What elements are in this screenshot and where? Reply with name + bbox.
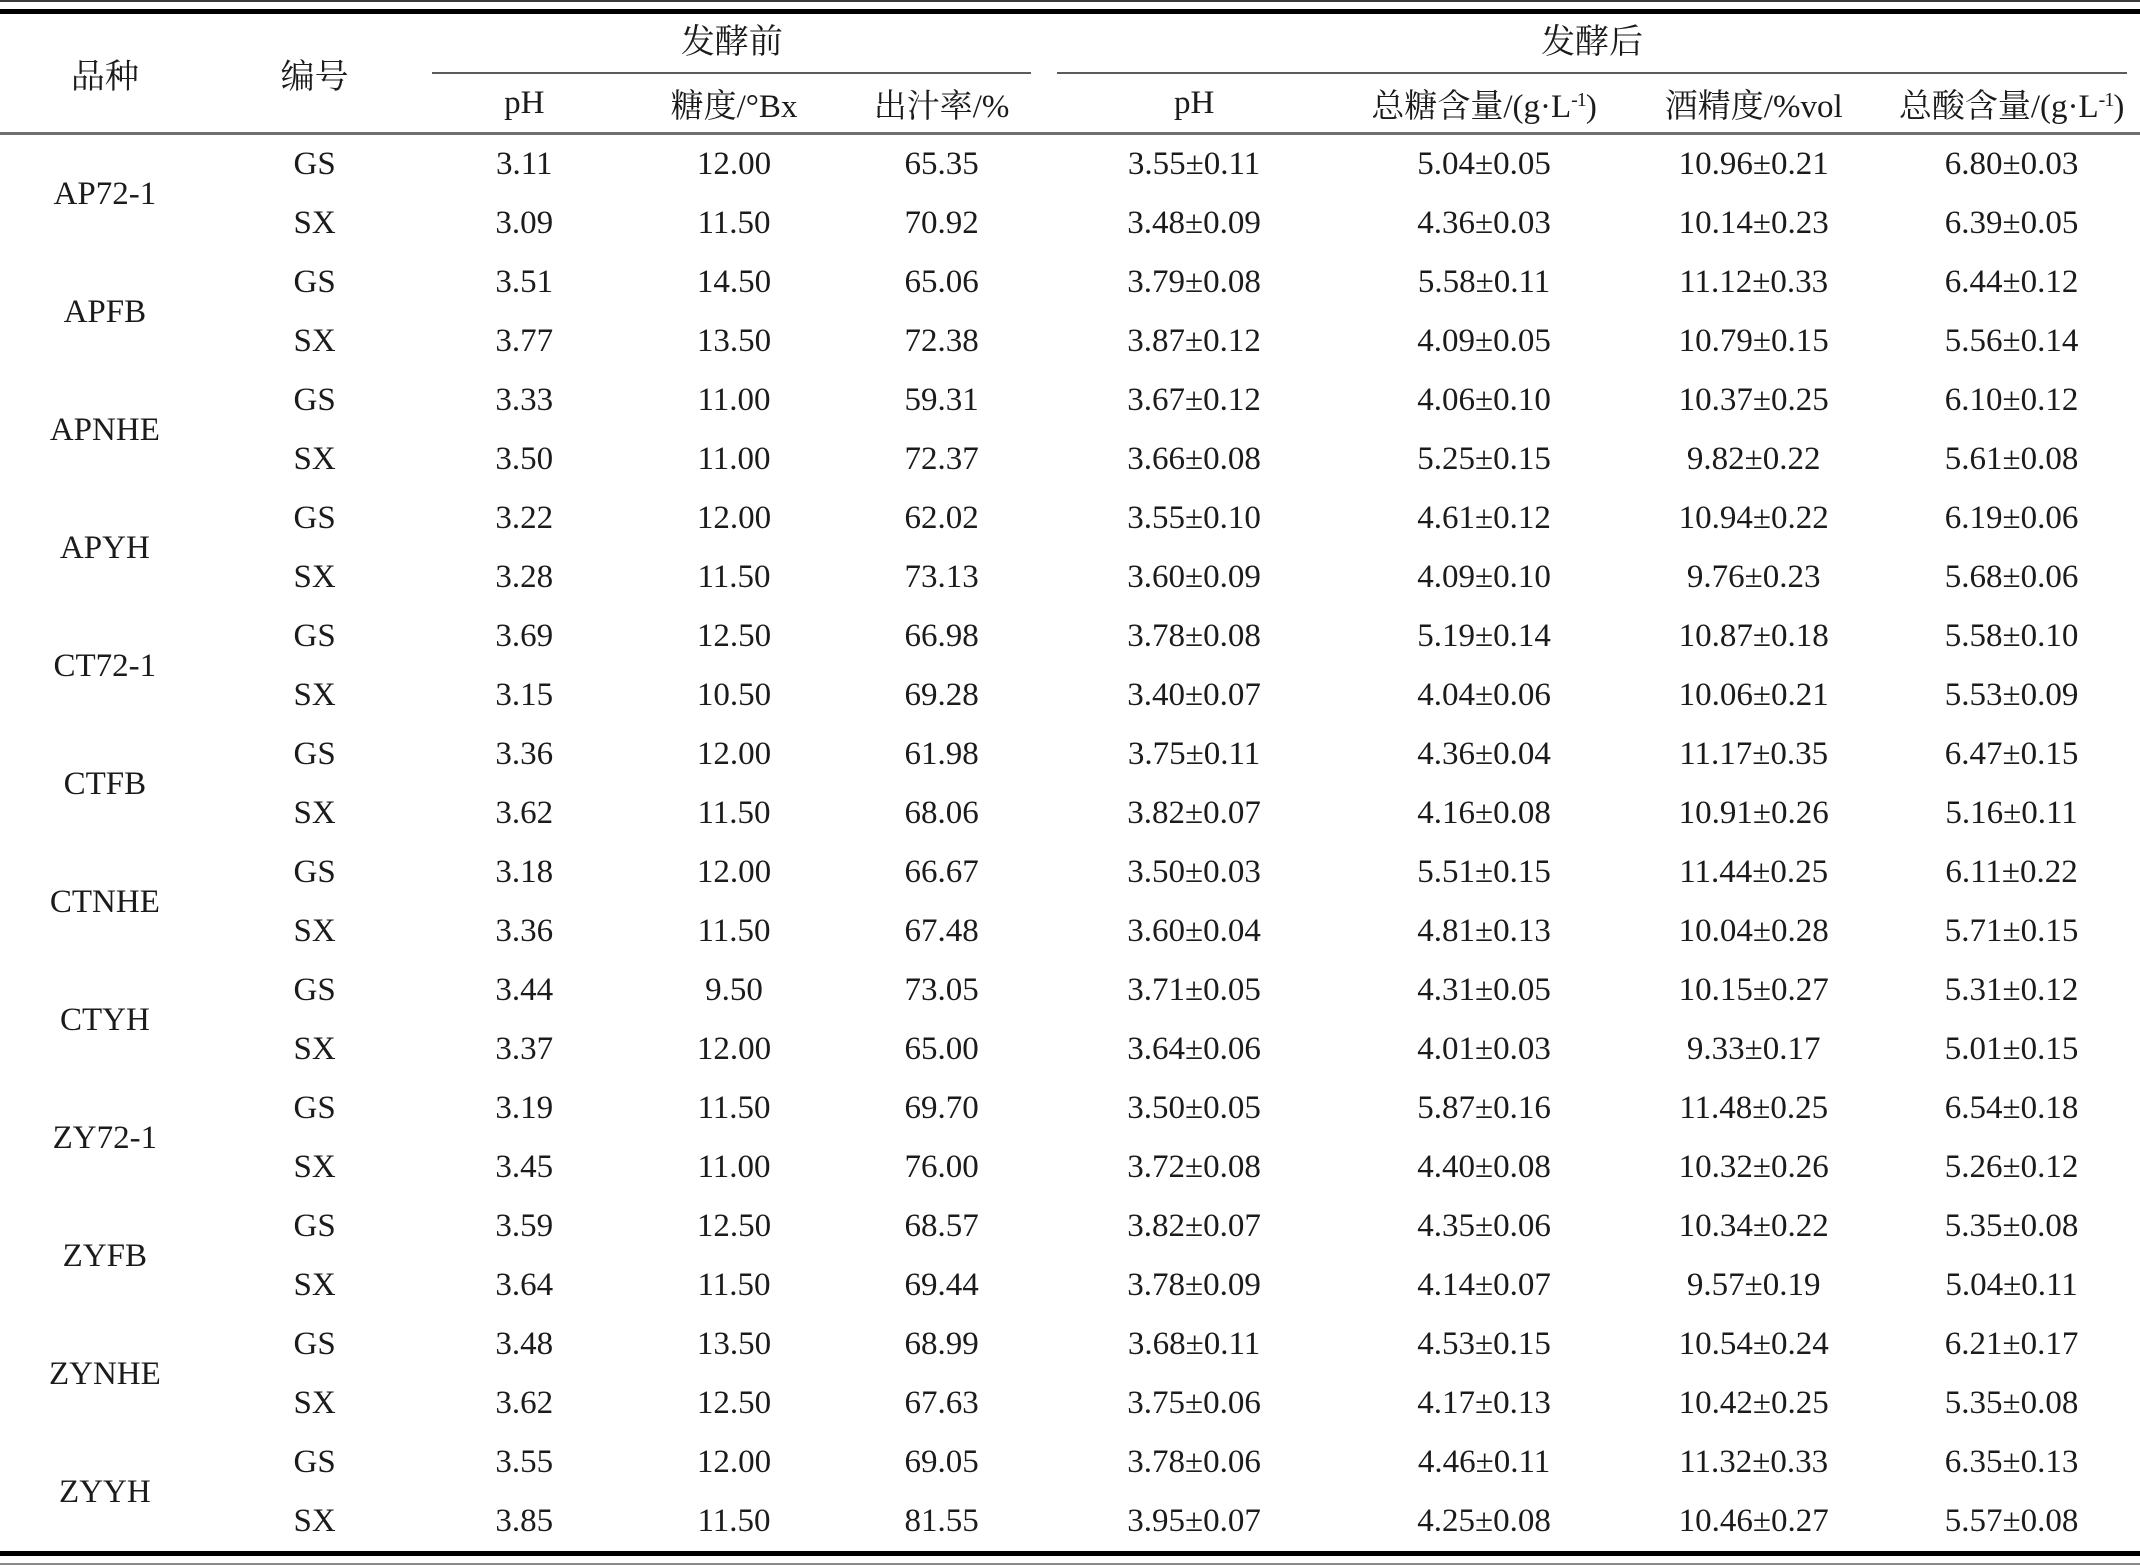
pre-juice-yield-cell: 70.92 [904,205,979,241]
pre-ph-cell: 3.55 [495,1444,554,1480]
post-total-acid-cell: 5.68±0.06 [1944,559,2079,595]
pre-ph-cell: 3.77 [495,323,554,359]
pre-brix-cell: 9.50 [705,972,763,1008]
pre-ph-cell: 3.37 [495,1031,554,1067]
pre-juice-yield-cell: 81.55 [904,1503,979,1539]
pre-brix-cell: 12.00 [696,146,772,182]
table-row [0,666,2140,725]
pre-juice-yield-cell: 69.44 [904,1267,979,1303]
post-total-sugar-cell: 4.09±0.05 [1417,323,1551,359]
post-total-sugar-cell: 4.25±0.08 [1417,1503,1551,1539]
post-total-acid-cell: 5.57±0.08 [1944,1503,2079,1539]
pre-brix-cell: 12.50 [696,1208,772,1244]
variety-column-header [0,12,210,134]
post-alcohol-cell: 10.37±0.25 [1678,382,1829,418]
pre-juice-yield-cell: 66.67 [904,854,979,890]
post-total-sugar-cell: 4.53±0.15 [1417,1326,1551,1362]
pre-brix-cell: 11.50 [697,913,771,949]
table-row [0,253,2140,312]
post-total-acid-cell: 6.44±0.12 [1944,264,2079,300]
table-row [0,430,2140,489]
pre-ph-cell: 3.36 [495,913,554,949]
pre-juice-yield-cell: 69.05 [904,1444,979,1480]
table-row [0,902,2140,961]
post-alcohol-cell: 10.14±0.23 [1678,205,1829,241]
post-total-acid-cell: 5.31±0.12 [1944,972,2079,1008]
code-cell: GS [293,1208,336,1244]
variety-cell: ZYYH [59,1473,151,1510]
variety-cell: ZY72-1 [52,1119,158,1156]
post-ph-cell: 3.79±0.08 [1127,264,1261,300]
pre-brix-cell: 11.00 [697,1149,771,1185]
pre-juice-yield-cell: 62.02 [904,500,979,536]
post-total-sugar-cell: 5.04±0.05 [1417,146,1551,182]
post-total-sugar-cell: 4.09±0.10 [1417,559,1551,595]
pre-ph-cell: 3.22 [495,500,554,536]
post-total-acid-cell: 6.11±0.22 [1945,854,2078,890]
post-total-acid-cell: 5.61±0.08 [1944,441,2079,477]
table-row [0,1256,2140,1315]
post-total-sugar-cell: 4.06±0.10 [1417,382,1551,418]
pre-brix-cell: 12.00 [696,1444,772,1480]
post-total-acid-cell: 5.01±0.15 [1944,1031,2079,1067]
post-total-sugar-cell: 4.31±0.05 [1417,972,1551,1008]
post-ph-cell: 3.68±0.11 [1127,1326,1261,1362]
code-cell: SX [293,1031,336,1067]
variety-header-label: 品种 [70,58,139,96]
variety-cell: AP72-1 [53,175,157,212]
post-total-acid-cell: 5.35±0.08 [1944,1208,2079,1244]
post-ph-cell: 3.72±0.08 [1127,1149,1261,1185]
post-ph-cell: 3.66±0.08 [1127,441,1261,477]
post-alcohol-header [1624,74,1883,134]
pre-juice-yield-cell: 73.13 [904,559,979,595]
pre-brix-header [629,74,839,134]
pre-juice-yield-cell: 65.00 [904,1031,979,1067]
pre-brix-cell: 11.50 [697,1090,771,1126]
variety-cell: APYH [59,529,150,566]
post-total-sugar-cell: 5.25±0.15 [1417,441,1551,477]
pre-brix-cell: 11.50 [697,1503,771,1539]
post-ph-cell: 3.78±0.06 [1127,1444,1261,1480]
table-row [0,371,2140,430]
pre-ph-cell: 3.62 [495,795,554,831]
post-total-acid-cell: 5.53±0.09 [1944,677,2079,713]
post-total-acid-cell: 6.39±0.05 [1944,205,2079,241]
table-row [0,1433,2140,1492]
table-row [0,725,2140,784]
post-ph-cell: 3.64±0.06 [1127,1031,1261,1067]
pre-ph-cell: 3.18 [495,854,554,890]
post-ph-cell: 3.87±0.12 [1127,323,1261,359]
table-row [0,1197,2140,1256]
post-total-acid-cell: 6.10±0.12 [1944,382,2079,418]
table-row [0,1315,2140,1374]
pre-juice-yield-cell: 61.98 [904,736,979,772]
post-ph-cell: 3.95±0.07 [1127,1503,1261,1539]
post-total-acid-cell: 5.58±0.10 [1944,618,2079,654]
post-alcohol-cell: 11.12±0.33 [1679,264,1829,300]
pre-fermentation-group-header [419,12,1044,75]
code-cell: GS [293,1444,336,1480]
post-ph-cell: 3.40±0.07 [1127,677,1261,713]
code-cell: SX [293,795,336,831]
post-total-acid-cell: 6.80±0.03 [1944,146,2079,182]
table-row [0,312,2140,371]
table-row [0,134,2140,195]
post-total-acid-cell: 6.47±0.15 [1944,736,2079,772]
post-total-acid-cell: 5.56±0.14 [1944,323,2079,359]
code-header-label: 编号 [280,58,349,96]
post-total-acid-unit-suffix: ) [2113,88,2125,125]
variety-cell: CTFB [63,765,147,802]
code-cell: SX [293,1385,336,1421]
pre-fermentation-spanner [432,14,1031,74]
post-alcohol-cell: 10.34±0.22 [1678,1208,1829,1244]
code-cell: SX [293,559,336,595]
code-cell: SX [293,1503,336,1539]
post-total-acid-cell: 6.21±0.17 [1944,1326,2079,1362]
post-alcohol-cell: 11.32±0.33 [1679,1444,1829,1480]
pre-brix-cell: 11.00 [697,441,771,477]
pre-juice-yield-cell: 72.37 [904,441,979,477]
pre-ph-cell: 3.85 [495,1503,554,1539]
pre-brix-header-label: 糖度/°Bx [670,88,798,125]
post-ph-cell: 3.78±0.08 [1127,618,1261,654]
pre-brix-cell: 12.00 [696,1031,772,1067]
code-cell: SX [293,441,336,477]
table-row [0,1138,2140,1197]
pre-juice-yield-cell: 73.05 [904,972,979,1008]
post-ph-cell: 3.60±0.04 [1127,913,1261,949]
post-ph-cell: 3.75±0.06 [1127,1385,1261,1421]
post-total-sugar-unit-prefix: 总糖含量/(g·L [1371,88,1572,125]
pre-brix-cell: 13.50 [696,1326,772,1362]
table-row [0,784,2140,843]
pre-brix-cell: 11.50 [697,559,771,595]
code-cell: SX [293,1267,336,1303]
post-alcohol-cell: 11.48±0.25 [1679,1090,1829,1126]
pre-brix-cell: 11.50 [697,1267,771,1303]
post-alcohol-cell: 10.42±0.25 [1678,1385,1829,1421]
post-alcohol-cell: 10.94±0.22 [1678,500,1829,536]
pre-ph-cell: 3.09 [495,205,554,241]
post-ph-cell: 3.55±0.11 [1127,146,1261,182]
table-row [0,1079,2140,1138]
post-alcohol-cell: 10.06±0.21 [1678,677,1829,713]
variety-cell: APNHE [49,411,160,448]
post-total-acid-cell: 5.71±0.15 [1944,913,2079,949]
post-ph-header-label: pH [1173,84,1215,121]
post-alcohol-cell: 10.87±0.18 [1678,618,1829,654]
code-cell: GS [293,736,336,772]
post-total-acid-unit-sup: -1 [2098,88,2114,111]
post-alcohol-cell: 10.15±0.27 [1678,972,1829,1008]
table-row [0,194,2140,253]
post-fermentation-spanner [1057,14,2127,74]
post-alcohol-cell: 10.96±0.21 [1678,146,1829,182]
post-total-sugar-cell: 4.16±0.08 [1417,795,1551,831]
code-cell: GS [293,146,336,182]
post-alcohol-cell: 10.54±0.24 [1678,1326,1829,1362]
pre-juice-yield-cell: 69.28 [904,677,979,713]
post-total-acid-cell: 5.16±0.11 [1945,795,2078,831]
pre-juice-yield-cell: 76.00 [904,1149,979,1185]
table-body [0,134,2140,1554]
post-total-sugar-unit-sup: -1 [1571,88,1586,111]
post-total-acid-cell: 5.26±0.12 [1944,1149,2079,1185]
pre-juice-yield-cell: 68.99 [904,1326,979,1362]
post-alcohol-cell: 11.44±0.25 [1679,854,1829,890]
pre-ph-cell: 3.44 [495,972,554,1008]
post-ph-cell: 3.71±0.05 [1127,972,1261,1008]
post-total-sugar-cell: 4.17±0.13 [1417,1385,1551,1421]
table-header [0,12,2140,134]
post-total-sugar-cell: 5.58±0.11 [1417,264,1551,300]
post-total-sugar-cell: 4.36±0.04 [1417,736,1551,772]
pre-juice-yield-cell: 65.06 [904,264,979,300]
table-row [0,1492,2140,1554]
table-row [0,607,2140,666]
code-column-header [210,12,420,134]
post-total-acid-header [1883,74,2140,134]
code-cell: GS [293,264,336,300]
pre-ph-cell: 3.28 [495,559,554,595]
pre-ph-cell: 3.48 [495,1326,554,1362]
pre-juice-yield-cell: 72.38 [904,323,979,359]
pre-juice-yield-cell: 65.35 [904,146,979,182]
pre-ph-header [419,74,629,134]
post-ph-cell: 3.50±0.03 [1127,854,1261,890]
pre-ph-cell: 3.11 [496,146,553,182]
code-cell: GS [293,500,336,536]
code-cell: GS [293,618,336,654]
variety-cell: CT72-1 [53,647,157,684]
pre-ph-cell: 3.45 [495,1149,554,1185]
fermentation-table [0,9,2140,1556]
post-ph-cell: 3.48±0.09 [1127,205,1261,241]
post-total-sugar-cell: 4.46±0.11 [1417,1444,1551,1480]
pre-ph-cell: 3.33 [495,382,554,418]
post-ph-cell: 3.60±0.09 [1127,559,1261,595]
post-ph-cell: 3.78±0.09 [1127,1267,1261,1303]
post-ph-cell: 3.50±0.05 [1127,1090,1261,1126]
variety-cell: ZYNHE [48,1355,161,1392]
post-total-sugar-cell: 4.40±0.08 [1417,1149,1551,1185]
pre-juice-yield-cell: 69.70 [904,1090,979,1126]
pre-juice-yield-cell: 68.57 [904,1208,979,1244]
post-alcohol-cell: 9.76±0.23 [1686,559,1821,595]
post-ph-cell: 3.82±0.07 [1127,1208,1261,1244]
pre-fermentation-label: 发酵前 [680,24,783,61]
post-total-sugar-cell: 4.04±0.06 [1417,677,1551,713]
pre-ph-cell: 3.19 [495,1090,554,1126]
pre-ph-header-label: pH [504,84,545,121]
post-total-sugar-cell: 4.14±0.07 [1417,1267,1551,1303]
pre-brix-cell: 11.00 [697,382,771,418]
pre-juice-yield-header-label: 出汁率/% [873,88,1010,125]
pre-brix-cell: 12.00 [696,736,772,772]
code-cell: GS [293,1090,336,1126]
pre-brix-cell: 11.50 [697,205,771,241]
code-cell: GS [293,382,336,418]
code-cell: SX [293,205,336,241]
table-row [0,548,2140,607]
post-alcohol-header-label: 酒精度/%vol [1664,88,1843,125]
pre-ph-cell: 3.36 [495,736,554,772]
post-ph-cell: 3.82±0.07 [1127,795,1261,831]
code-cell: SX [293,1149,336,1185]
pre-brix-cell: 10.50 [696,677,772,713]
post-ph-cell: 3.67±0.12 [1127,382,1261,418]
post-total-sugar-cell: 4.81±0.13 [1417,913,1551,949]
pre-brix-cell: 12.00 [696,854,772,890]
pre-brix-cell: 14.50 [696,264,772,300]
post-alcohol-cell: 9.57±0.19 [1686,1267,1821,1303]
variety-cell: ZYFB [62,1237,148,1274]
post-total-sugar-cell: 5.19±0.14 [1417,618,1551,654]
post-ph-header [1044,74,1344,134]
post-ph-cell: 3.75±0.11 [1127,736,1261,772]
post-total-sugar-unit-suffix: ) [1585,88,1597,125]
post-fermentation-group-header [1044,12,2140,75]
post-total-sugar-cell: 5.51±0.15 [1417,854,1551,890]
post-total-sugar-cell: 4.35±0.06 [1417,1208,1551,1244]
post-total-acid-cell: 6.35±0.13 [1944,1444,2079,1480]
pre-juice-yield-cell: 67.48 [904,913,979,949]
post-alcohol-cell: 10.32±0.26 [1678,1149,1829,1185]
pre-juice-yield-cell: 59.31 [904,382,979,418]
code-cell: GS [293,1326,336,1362]
pre-ph-cell: 3.50 [495,441,554,477]
pre-ph-cell: 3.15 [495,677,554,713]
post-total-sugar-cell: 4.01±0.03 [1417,1031,1551,1067]
post-fermentation-label: 发酵后 [1541,24,1644,61]
pre-ph-cell: 3.51 [495,264,554,300]
pre-ph-cell: 3.62 [495,1385,554,1421]
pre-brix-cell: 13.50 [696,323,772,359]
variety-cell: CTYH [59,1001,150,1038]
code-cell: GS [293,854,336,890]
table-row [0,1020,2140,1079]
post-total-sugar-cell: 5.87±0.16 [1417,1090,1551,1126]
code-cell: SX [293,677,336,713]
post-alcohol-cell: 10.91±0.26 [1678,795,1829,831]
header-group-row [0,12,2140,75]
post-total-acid-cell: 6.54±0.18 [1944,1090,2079,1126]
post-total-sugar-cell: 4.36±0.03 [1417,205,1551,241]
post-total-acid-unit-prefix: 总酸含量/(g·L [1898,88,2099,125]
post-total-acid-cell: 5.35±0.08 [1944,1385,2079,1421]
post-alcohol-cell: 10.79±0.15 [1678,323,1829,359]
variety-cell: CTNHE [49,883,160,920]
post-total-acid-cell: 5.04±0.11 [1945,1267,2078,1303]
post-alcohol-cell: 10.46±0.27 [1678,1503,1829,1539]
pre-brix-cell: 11.50 [697,795,771,831]
post-total-sugar-header [1344,74,1624,134]
pre-juice-yield-cell: 68.06 [904,795,979,831]
table-row [0,843,2140,902]
post-alcohol-cell: 9.82±0.22 [1686,441,1821,477]
pre-ph-cell: 3.64 [495,1267,554,1303]
code-cell: GS [293,972,336,1008]
pre-juice-yield-cell: 67.63 [904,1385,979,1421]
table-row [0,961,2140,1020]
post-total-acid-cell: 6.19±0.06 [1944,500,2079,536]
pre-brix-cell: 12.50 [696,1385,772,1421]
pre-juice-yield-header [839,74,1044,134]
post-alcohol-cell: 10.04±0.28 [1678,913,1829,949]
pre-juice-yield-cell: 66.98 [904,618,979,654]
table-row [0,489,2140,548]
pre-ph-cell: 3.59 [495,1208,554,1244]
post-ph-cell: 3.55±0.10 [1127,500,1261,536]
post-alcohol-cell: 11.17±0.35 [1679,736,1829,772]
table-row [0,1374,2140,1433]
variety-cell: APFB [63,293,147,330]
pre-brix-cell: 12.50 [696,618,772,654]
code-cell: SX [293,323,336,359]
pre-brix-cell: 12.00 [696,500,772,536]
pre-ph-cell: 3.69 [495,618,554,654]
code-cell: SX [293,913,336,949]
post-total-sugar-cell: 4.61±0.12 [1417,500,1551,536]
post-alcohol-cell: 9.33±0.17 [1686,1031,1821,1067]
